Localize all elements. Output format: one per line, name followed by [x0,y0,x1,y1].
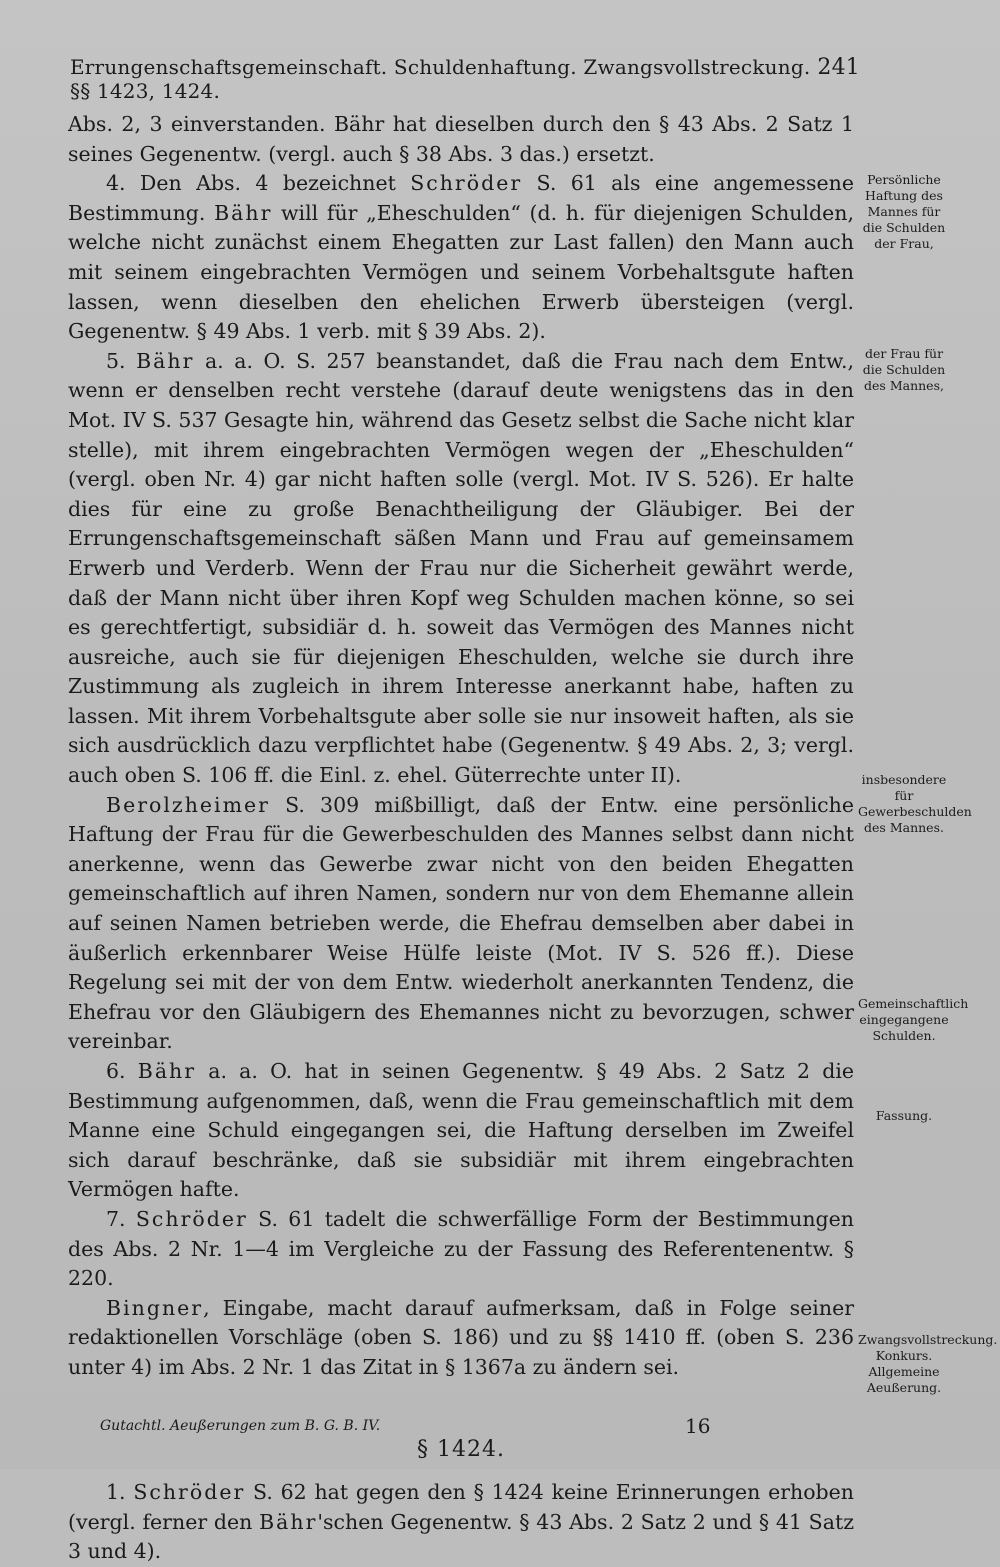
margin-note-liability-husband: Persönliche Haftung des Mannes für die Schulden der Frau, [862,172,946,251]
paragraph-1424-item-1 [68,1478,854,1567]
author-name: Bingner [106,1295,204,1320]
sheet-number: 16 [685,1414,711,1438]
author-name: Bähr [214,200,273,225]
text-run: S. 61 tadelt die schwerfällige Form der Bestimmungen des Abs. 2 Nr. 1—4 im Vergleiche zu der Fassung des Referentenentw. § 220. [68,1206,855,1291]
author-name: Bähr [137,1059,197,1083]
text-run: 5. [106,348,137,373]
paragraph-item-4 [68,169,854,347]
paragraph-item-7 [68,1205,854,1294]
author-name: Bähr [136,348,195,373]
body-text [68,110,854,1567]
text-run: 4. Den Abs. 4 bezeichnet [106,171,411,196]
paragraph-bingner [68,1294,854,1383]
margin-note-enforcement: Zwangsvollstreckung. Konkurs. Allgemeine Aeußerung. [858,1332,998,1395]
margin-note-liability-wife: der Frau für die Schulden des Mannes, [862,346,946,393]
running-header [70,55,860,103]
margin-note-joint-debts: Gemeinschaftlich eingegangene Schulden. [858,996,969,1043]
text-run: , Eingabe, macht darauf aufmerksam, daß in Folge seiner redaktionellen Vorschläge (oben S. 186) und zu §§ 1410 ff. (oben S. 236 unter 4) im Abs. 2 Nr. 1 das Zitat in § 1367a zu ändern sei. [68,1295,854,1379]
page-number: 241 [817,55,860,80]
author-name: Schröder [410,171,523,196]
text-run: S. 309 mißbilligt, daß der Entw. eine persönliche Haftung der Frau für die Gewerbeschulden des Mannes selbst dann nicht anerkenne, wenn das Gewerbe zwar nicht von den beiden Ehegatten gemeinschaftlich auf ihren Namen, sondern nur von dem Ehemanne allein auf seinen Namen betrieben werde, die Ehefrau demselben aber dabei in äußerlich erkennbarer Weise Hülfe leiste (Mot. IV S. 526 ff.). Diese Regelung sei mit der von dem Entw. wiederholt anerkannten Tendenz, die Ehefrau vor den Gläubigern des Ehemannes nicht zu bevorzugen, schwer vereinbar. [68,792,854,1054]
text-run: will für „Eheschulden“ (d. h. für diejenigen Schulden, welche nicht zunächst einem Ehegatten zur Last fallen) den Mann auch mit seinem eingebrachten Vermögen und seinem Vorbehaltsgute haften lassen, wenn dieselben den ehelichen Erwerb übersteigen (vergl. Gegenentw. § 49 Abs. 1 verb. mit § 39 Abs. 2). [68,200,855,344]
text-run: a. a. O. S. 257 beanstandet, daß die Frau nach dem Entw., wenn er denselben recht verstehe (darauf deute wenigstens das in den Mot. IV S. 537 Gesagte hin, während das Gesetz selbst die Sache nicht klar stelle), mit ihrem eingebrachten Vermögen wegen der „Eheschulden“ (vergl. oben Nr. 4) gar nicht haften solle (vergl. Mot. IV S. 526). Er halte dies für eine zu große Benachtheiligung der Gläubiger. Bei der Errungenschaftsgemeinschaft säßen Mann und Frau auf gemeinsamem Erwerb und Verderb. Wenn der Frau nur die Sicherheit gewährt werde, daß der Mann nicht über ihren Kopf weg Schulden machen könne, so sei es gerechtfertigt, subsidiär d. h. soweit das Vermögen des Mannes nicht ausreiche, auch sie für diejenigen Eheschulden, welche sie durch ihre Zustimmung als zugleich in ihrem Interesse anerkannt habe, haften zu lassen. Mit ihrem Vorbehaltsgute aber solle sie nur insoweit haften, als sie sich ausdrücklich dazu verpflichtet habe (Gegenentw. § 49 Abs. 2, 3; vergl. auch oben S. 106 ff. die Einl. z. ehel. Güterrechte unter II). [68,348,854,788]
author-name: Schröder [135,1206,248,1231]
text-run: 1. [106,1480,134,1505]
running-title: Errungenschaftsgemeinschaft. Schuldenhaftung. Zwangsvollstreckung. §§ 1423, 1424. [70,55,811,103]
section-heading: § 1424. [417,1436,505,1462]
text-run: S. 61 als eine angemessene Bestimmung. [68,171,854,225]
author-name: Schröder [133,1480,246,1505]
paragraph-1 [68,110,854,169]
paragraph-berolzheimer [68,791,854,1057]
author-name: Berolzheimer [106,792,270,817]
text-run: 'schen Gegenentw. § 43 Abs. 2 Satz 2 und § 41 Satz 3 und 4). [68,1509,854,1564]
paragraph-1-text: Abs. 2, 3 einverstanden. Bähr hat dieselben durch den § 43 Abs. 2 Satz 1 seines Gegenentw. (vergl. auch § 38 Abs. 3 das.) ersetzt. [68,112,854,166]
margin-note-wording: Fassung. [875,1108,933,1123]
text-run: a. a. O. hat in seinen Gegenentw. § 49 Abs. 2 Satz 2 die Bestimmung aufgenommen, daß, wenn die Frau gemeinschaftlich mit dem Manne eine Schuld eingegangen sei, die Haftung derselben im Zweifel sich darauf beschränke, daß sie subsidiär mit ihrem eingebrachten Vermögen hafte. [68,1059,855,1202]
author-name: Bähr [259,1509,318,1534]
text-run: 6. [106,1059,138,1083]
paragraph-item-5 [68,347,854,791]
text-run: 7. [106,1206,136,1231]
paragraph-item-6 [68,1057,854,1205]
margin-note-trade-debts: insbesondere für Gewerbeschulden des Mannes. [858,772,972,835]
text-run: S. 62 hat gegen den § 1424 keine Erinnerungen erhoben (vergl. ferner den [68,1480,854,1534]
signature-line: Gutachtl. Aeußerungen zum B. G. B. IV. [100,1418,381,1434]
